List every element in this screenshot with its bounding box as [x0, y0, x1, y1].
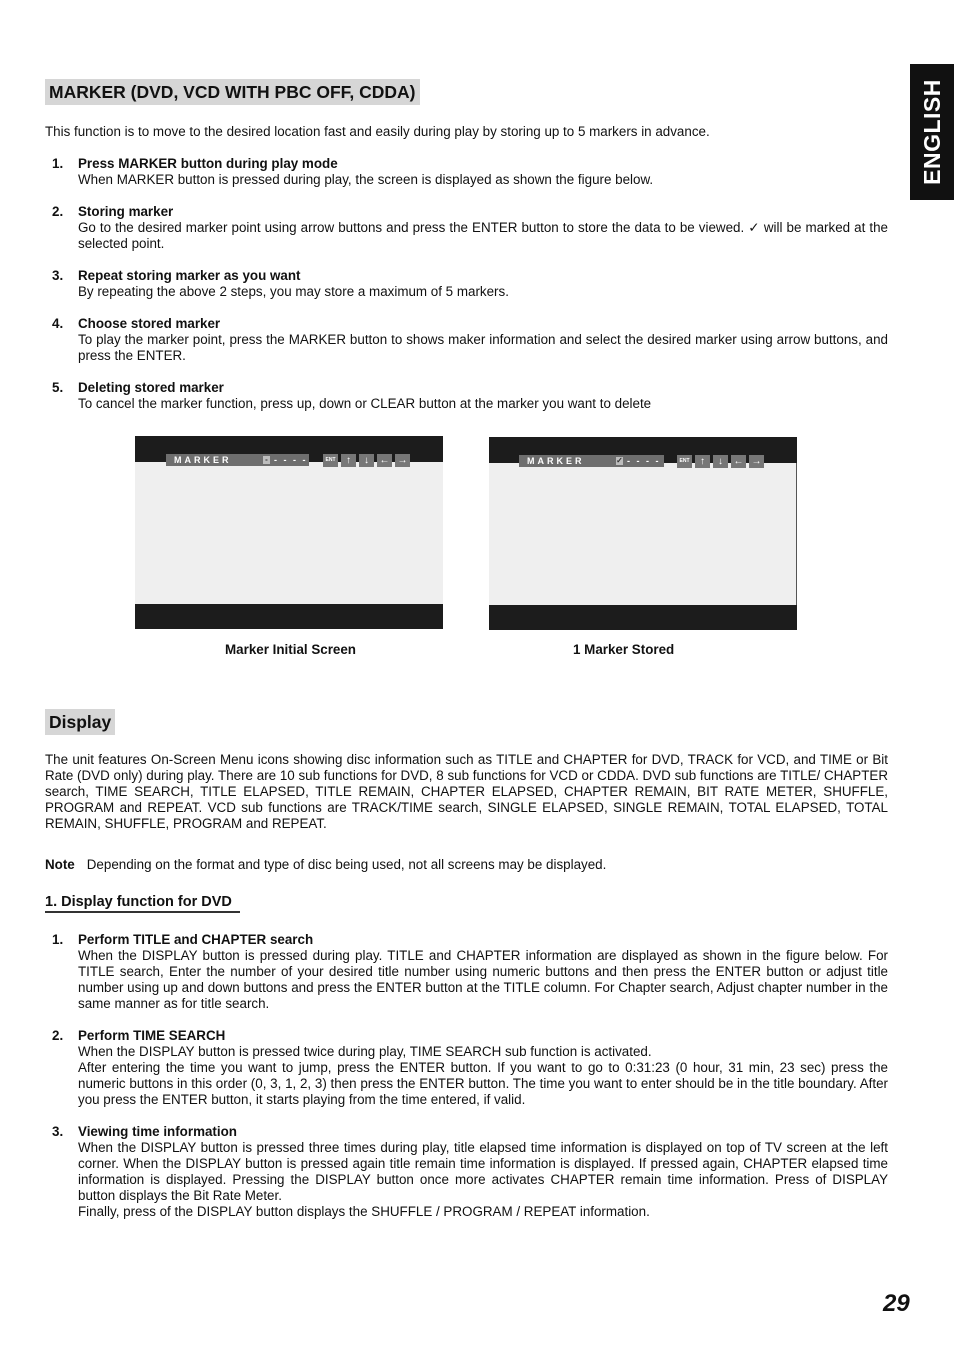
step-number: 3. [52, 268, 64, 283]
step-body [78, 1140, 888, 1220]
marker-step-3 [52, 268, 888, 300]
language-tab-label: ENGLISH [919, 79, 945, 185]
left-arrow-icon: ← [377, 454, 392, 467]
marker-step-1 [52, 156, 888, 188]
remote-buttons [323, 454, 411, 467]
right-arrow-icon: → [395, 454, 410, 467]
marker-bar-label: MARKER [174, 455, 232, 465]
remote-buttons [677, 455, 765, 468]
step-body: To play the marker point, press the MARKER button to shows maker information and select the desired marker using arrow buttons, and press the ENTER. [78, 332, 888, 363]
display-step-2 [52, 1028, 888, 1108]
step-title: Repeat storing marker as you want [78, 268, 301, 283]
down-arrow-icon: ↓ [713, 455, 728, 468]
screen-caption-stored: 1 Marker Stored [573, 642, 675, 657]
step-title: Perform TITLE and CHAPTER search [78, 932, 314, 947]
step-number: 3. [52, 1124, 64, 1139]
step-number: 2. [52, 1028, 64, 1043]
step-body: By repeating the above 2 steps, you may store a maximum of 5 markers. [78, 284, 509, 299]
step-body: To cancel the marker function, press up, down or CLEAR button at the marker you want to delete [78, 396, 652, 411]
marker-stored-screen [489, 437, 797, 630]
step-number: 5. [52, 380, 64, 395]
marker-bar [519, 455, 664, 467]
up-arrow-icon: ↑ [695, 455, 710, 468]
step-title: Viewing time information [78, 1124, 237, 1139]
down-arrow-icon: ↓ [359, 454, 374, 467]
step-number: 2. [52, 204, 64, 219]
step-paragraph: When the DISPLAY button is pressed three times during play, title elapsed time information is displayed on top of TV screen at the left corner. When the DISPLAY button is pressed again title remain time information is displayed. If pressed again, CHAPTER elapsed time information is displayed. Pressing the DISPLAY button once more activates CHAPTER remain time information. Press of DISPLAY button displays the Bit Rate Meter. [78, 1140, 888, 1203]
page-number: 29 [883, 1290, 910, 1317]
marker-bar [166, 454, 309, 466]
step-body: Go to the desired marker point using arrow buttons and press the ENTER button to store the data to be viewed. ✓ will be marked at the selected point. [78, 220, 888, 251]
screen-area [135, 462, 443, 604]
step-body: When MARKER button is pressed during play, the screen is displayed as shown the figure below. [78, 172, 654, 187]
marker-step-4 [52, 316, 888, 364]
step-number: 1. [52, 932, 64, 947]
note-label: Note [45, 857, 75, 872]
marker-bar-label: MARKER [527, 456, 585, 466]
up-arrow-icon: ↑ [341, 454, 356, 467]
step-title: Deleting stored marker [78, 380, 224, 395]
screen-caption-initial: Marker Initial Screen [225, 642, 356, 657]
step-paragraph: After entering the time you want to jump, press the ENTER button. If you want to go to 0:31:23 (0 hour, 31 min, 23 sec) press the numeric buttons in this order (0, 3, 1, 2, 3) then press the ENTER button. The time you want to enter should be in the title boundary. After you press the ENTER button, it starts playing from the time entered, if valid. [78, 1060, 888, 1107]
step-paragraph: When the DISPLAY button is pressed during play. TITLE and CHAPTER information are displayed as shown in the figure below. For TITLE search, Enter the number of your desired title number using numeric buttons and then press the ENTER button or adjust title number using up and down buttons and press the ENTER button at the TITLE column. For Chapter search, Adjust chapter number in the same manner as for title search. [78, 948, 888, 1011]
check-mark-icon: ✓ [616, 456, 623, 465]
step-paragraph: When the DISPLAY button is pressed twice during play, TIME SEARCH sub function is activated. [78, 1044, 652, 1059]
display-note [45, 857, 888, 873]
step-number: 1. [52, 156, 64, 171]
enter-button-icon: ENT [323, 454, 338, 467]
note-text: Depending on the format and type of disc being used, not all screens may be displayed. [86, 857, 607, 872]
marker-empty-slots: - - - - [627, 456, 661, 466]
marker-step-5 [52, 380, 888, 412]
step-title: Storing marker [78, 204, 174, 219]
step-body [78, 1044, 888, 1108]
step-title: Press MARKER button during play mode [78, 156, 338, 171]
display-step-1 [52, 932, 888, 1012]
step-title: Choose stored marker [78, 316, 221, 331]
step-number: 4. [52, 316, 64, 331]
display-intro: The unit features On-Screen Menu icons showing disc information such as TITLE and CHAPTER for DVD, TRACK for VCD, and TIME or Bit Rate (DVD only) during play. There are 10 sub functions for DVD, 8 sub functions for VCD or CDDA. DVD sub functions are TITLE/ CHAPTER search, TIME SEARCH, TITLE ELAPSED, TITLE REMAIN, CHAPTER ELAPSED, CHAPTER REMAIN, BIT RATE METER, SHUFFLE, PROGRAM and REPEAT. VCD sub functions are TRACK/TIME search, SINGLE ELAPSED, SINGLE REMAIN, TOTAL ELAPSED, TOTAL REMAIN, SHUFFLE, PROGRAM and REPEAT. [45, 752, 888, 831]
screen-area [489, 463, 797, 605]
marker-section-heading: MARKER (DVD, VCD WITH PBC OFF, CDDA) [45, 79, 420, 105]
step-paragraph: Finally, press of the DISPLAY button displays the SHUFFLE / PROGRAM / REPEAT information. [78, 1204, 650, 1219]
marker-initial-screen [135, 436, 443, 629]
marker-step-2 [52, 204, 888, 252]
step-title: Perform TIME SEARCH [78, 1028, 226, 1043]
display-step-3 [52, 1124, 888, 1220]
right-arrow-icon: → [749, 455, 764, 468]
language-tab [910, 64, 954, 200]
display-section-heading: Display [45, 709, 115, 735]
step-body [78, 948, 888, 1012]
marker-slot: - [263, 456, 270, 464]
marker-empty-slots: - - - - [274, 455, 308, 465]
marker-intro: This function is to move to the desired location fast and easily during play by storing up to 5 markers in advance. [45, 124, 710, 139]
display-subheading: 1. Display function for DVD [45, 894, 240, 913]
left-arrow-icon: ← [731, 455, 746, 468]
enter-button-icon: ENT [677, 455, 692, 468]
